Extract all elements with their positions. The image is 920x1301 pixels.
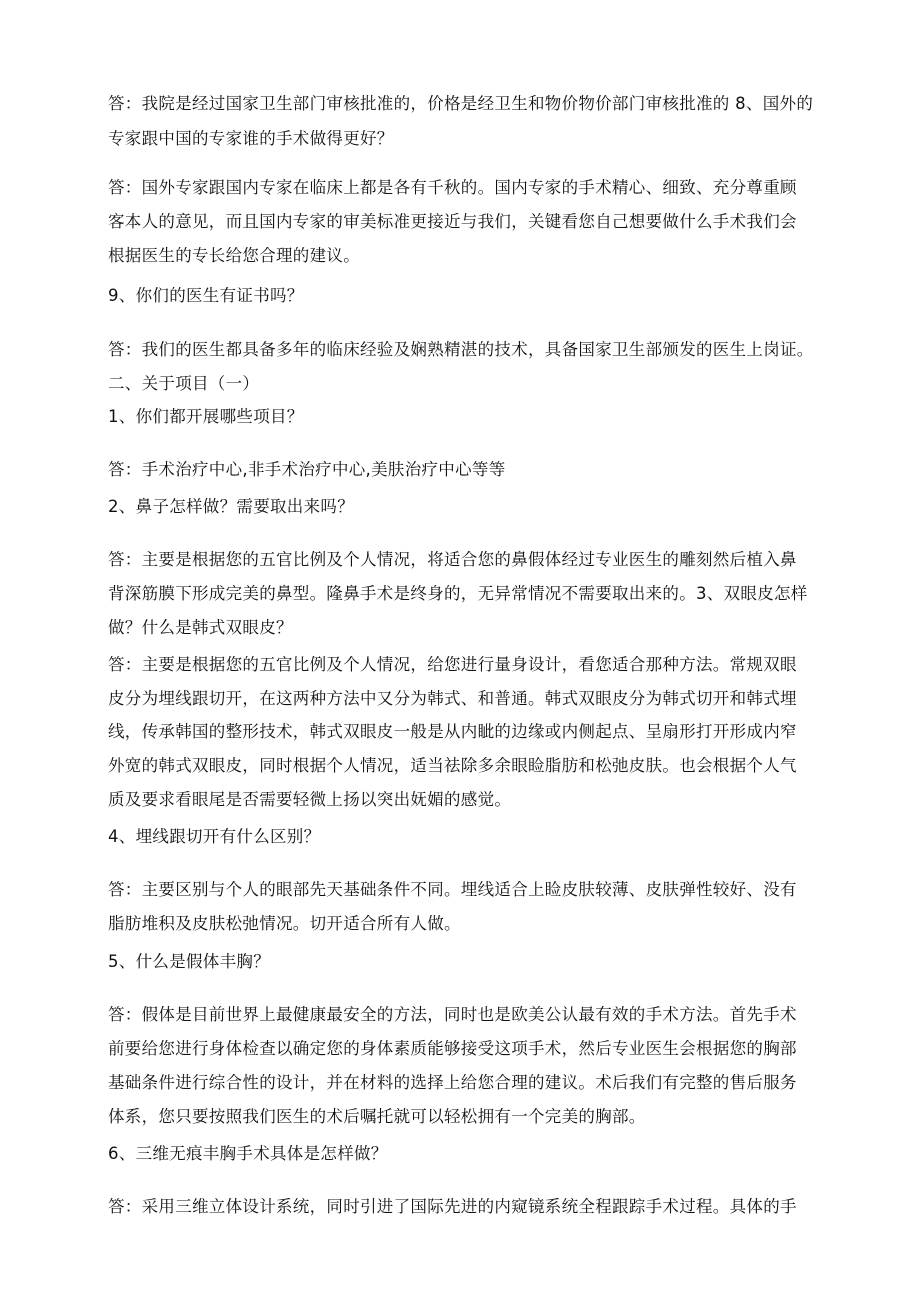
text-line: 4、埋线跟切开有什么区别？ [108,827,321,846]
text-line: 背深筋膜下形成完美的鼻型。隆鼻手术是终身的，无异常情况不需要取出来的。3、双眼皮怎样 [108,584,808,603]
text-line: 答：国外专家跟国内专家在临床上都是各有千秋的。国内专家的手术精心、细致、充分尊重顾 [108,178,797,197]
text-line: 前要给您进行身体检查以确定您的身体素质能够接受这项手术，然后专业医生会根据您的胸部 [108,1039,797,1058]
text-line: 答：我们的医生都具备多年的临床经验及娴熟精湛的技术，具备国家卫生部颁发的医生上岗证。 [108,340,814,359]
text-line: 皮分为埋线跟切开，在这两种方法中又分为韩式、和普通。韩式双眼皮分为韩式切开和韩式埋 [108,689,797,708]
text-line: 2、鼻子怎样做？需要取出来吗？ [108,497,354,516]
text-line: 1、你们都开展哪些项目？ [108,407,304,426]
text-line: 答：主要是根据您的五官比例及个人情况，给您进行量身设计，看您适合那种方法。常规双眼 [108,655,797,674]
text-line: 答：主要是根据您的五官比例及个人情况，将适合您的鼻假体经过专业医生的雕刻然后植入鼻 [108,550,797,569]
text-line: 线，传承韩国的整形技术，韩式双眼皮一般是从内眦的边缘或内侧起点、呈扇形打开形成内窄 [108,722,797,741]
text-line: 5、什么是假体丰胸？ [108,952,270,971]
text-line: 答：采用三维立体设计系统，同时引进了国际先进的内窥镜系统全程跟踪手术过程。具体的手 [108,1197,797,1216]
text-line: 根据医生的专长给您合理的建议。 [108,246,360,265]
text-line: 脂肪堆积及皮肤松弛情况。切开适合所有人做。 [108,914,461,933]
text-line: 答：我院是经过国家卫生部门审核批准的，价格是经卫生和物价物价部门审核批准的 8、国外的 [108,94,814,113]
text-line: 9、你们的医生有证书吗？ [108,286,304,305]
section-heading: 二、关于项目（一） [108,374,260,393]
text-line: 专家跟中国的专家谁的手术做得更好？ [108,129,394,148]
text-line: 质及要求看眼尾是否需要轻微上扬以突出妩媚的感觉。 [108,790,512,809]
text-line: 体系，您只要按照我们医生的术后嘱托就可以轻松拥有一个完美的胸部。 [108,1107,646,1126]
text-line: 外宽的韩式双眼皮，同时根据个人情况，适当祛除多余眼睑脂肪和松弛皮肤。也会根据个人气 [108,756,797,775]
text-line: 答：假体是目前世界上最健康最安全的方法，同时也是欧美公认最有效的手术方法。首先手术 [108,1005,797,1024]
text-line: 答：主要区别与个人的眼部先天基础条件不同。埋线适合上睑皮肤较薄、皮肤弹性较好、没有 [108,880,797,899]
text-line: 客本人的意见，而且国内专家的审美标准更接近与我们，关键看您自己想要做什么手术我们会 [108,212,797,231]
text-line: 基础条件进行综合性的设计，并在材料的选择上给您合理的建议。术后我们有完整的售后服务 [108,1073,797,1092]
text-line: 做？什么是韩式双眼皮？ [108,618,293,637]
text-line: 答：手术治疗中心,非手术治疗中心,美肤治疗中心等等 [108,460,506,479]
text-line: 6、三维无痕丰胸手术具体是怎样做？ [108,1144,388,1163]
